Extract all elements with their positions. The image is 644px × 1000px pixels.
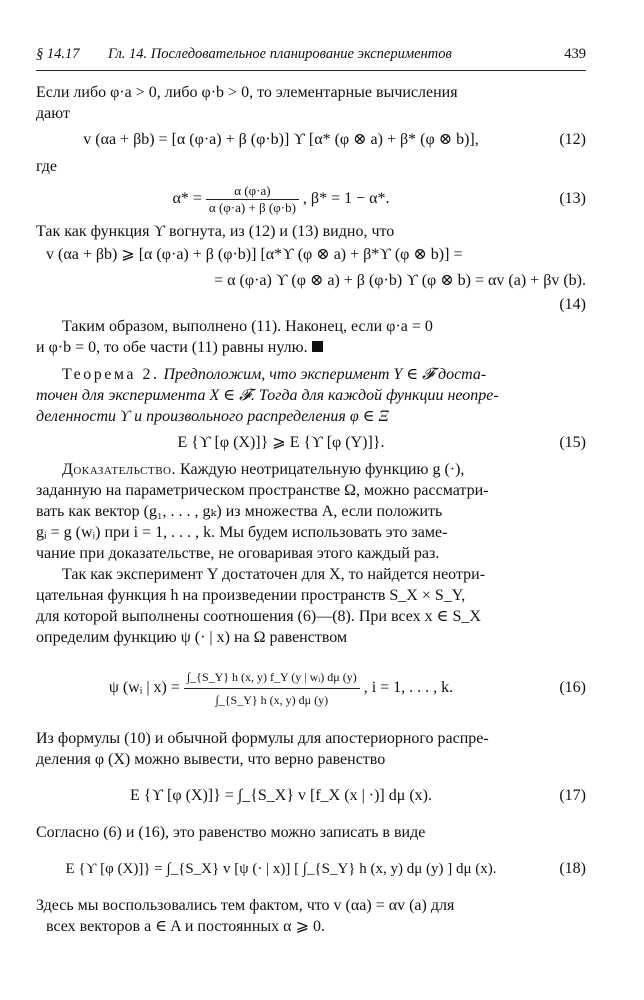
eq13-lhs: α* = xyxy=(172,190,202,207)
text-line: Таким образом, выполнено (11). Наконец, если φ·a = 0 xyxy=(62,318,433,335)
equation-body xyxy=(36,177,526,221)
page-number: 439 xyxy=(564,46,586,62)
equation-body xyxy=(36,648,526,728)
equation-15 xyxy=(36,427,586,459)
text-line: где xyxy=(36,158,58,175)
text-line: для которой выполнены соотношения (6)—(8). При всех x ∈ S_X xyxy=(36,608,481,625)
equation-body: E {ϒ [φ (X)]} = ∫_{S_X} v [f_X (x | ·)] dμ (x). xyxy=(130,787,432,804)
equation-body: v (αa + βb) ⩾ [α (φ·a) + β (φ·b)] [α*ϒ (φ ⊗ a) + β*ϒ (φ ⊗ b)] = xyxy=(46,246,463,263)
text-line: определим функцию ψ (· | x) на Ω равенством xyxy=(36,629,348,646)
text-line: Согласно (6) и (16), это равенство можно записать в виде xyxy=(36,824,426,841)
theorem-line xyxy=(36,364,586,385)
text-line: Если либо φ·a > 0, либо φ·b > 0, то элементарные вычисления xyxy=(36,84,458,101)
end-of-proof-icon xyxy=(312,341,323,352)
eq16-fraction xyxy=(184,666,360,711)
fraction-numerator: α (φ·a) xyxy=(206,183,299,200)
equation-12 xyxy=(36,124,586,156)
theorem-label: Теорема 2. xyxy=(62,366,160,383)
proof-line: gᵢ = g (wᵢ) при i = 1, . . . , k. Мы будем использовать это заме- xyxy=(36,524,448,541)
equation-body: E {ϒ [φ (X)]} ⩾ E {ϒ [φ (Y)]}. xyxy=(177,434,385,451)
eq13-rest: , β* = 1 − α*. xyxy=(302,190,390,207)
equation-17 xyxy=(36,770,586,822)
text-line: деления φ (X) можно вывести, что верно равенство xyxy=(36,751,386,768)
theorem-line: деленности ϒ и произвольного распределения φ ∈ Ξ xyxy=(36,408,389,425)
equation-18 xyxy=(36,843,586,895)
equation-13 xyxy=(36,177,586,221)
equation-body: = α (φ·a) ϒ (φ ⊗ a) + β (φ·b) ϒ (φ ⊗ b) = αv (a) + βv (b). xyxy=(214,272,586,289)
equation-number: (12) xyxy=(559,131,586,148)
theorem-text: Предположим, что эксперимент Y ∈ 𝓕 доста- xyxy=(163,366,487,383)
running-header xyxy=(36,44,586,71)
fraction-numerator: ∫_{S_Y} h (x, y) f_Y (y | wᵢ) dμ (y) xyxy=(184,666,360,689)
equation-body: E {ϒ [φ (X)]} = ∫_{S_X} v [ψ (· | x)] [ ∫_{S_Y} h (x, y) dμ (y) ] dμ (x). xyxy=(65,861,497,877)
equation-number: (18) xyxy=(559,860,586,877)
proof-line: чание при доказательстве, не оговаривая этого каждый раз. xyxy=(36,545,440,562)
text-line: дают xyxy=(36,105,70,122)
text-line: Из формулы (10) и обычной формулы для апостериорного распре- xyxy=(36,730,489,747)
equation-14-line-1 xyxy=(36,242,586,268)
equation-16 xyxy=(36,648,586,728)
fraction-denominator: α (φ·a) + β (φ·b) xyxy=(208,199,296,215)
equation-number: (15) xyxy=(559,434,586,451)
page-content xyxy=(36,82,586,937)
text-line: Так как эксперимент Y достаточен для X, то найдется неотри- xyxy=(62,566,486,583)
equation-14-line-2 xyxy=(36,268,586,294)
proof-line xyxy=(36,459,586,480)
text-line: цательная функция h на произведении пространств S_X × S_Y, xyxy=(36,587,466,604)
equation-number: (17) xyxy=(559,787,586,804)
text-span: и φ·b = 0, то обе части (11) равны нулю. xyxy=(36,339,308,356)
text-line: Здесь мы воспользовались тем фактом, что v (αa) = αv (a) для xyxy=(36,897,455,914)
eq13-fraction xyxy=(206,183,299,216)
theorem-line: точен для эксперимента X ∈ 𝓕. Тогда для каждой функции неопре- xyxy=(36,387,499,404)
equation-body: v (αa + βb) = [α (φ·a) + β (φ·b)] ϒ [α* (φ ⊗ a) + β* (φ ⊗ b)], xyxy=(83,131,479,148)
proof-line: вать как вектор (g₁, . . . , gₖ) из множества A, если положить xyxy=(36,503,443,520)
equation-number: (16) xyxy=(559,679,586,696)
fraction-denominator: ∫_{S_Y} h (x, y) dμ (y) xyxy=(215,692,329,707)
section-number: § 14.17 xyxy=(36,46,80,62)
equation-number: (13) xyxy=(559,190,586,207)
text-line: всех векторов a ∈ A и постоянных α ⩾ 0. xyxy=(46,918,325,935)
proof-label: Доказательство. xyxy=(62,461,176,478)
proof-text: Каждую неотрицательную функцию g (·), xyxy=(180,461,465,478)
text-line: Так как функция ϒ вогнута, из (12) и (13) видно, что xyxy=(36,223,395,240)
eq16-rest: , i = 1, . . . , k. xyxy=(363,679,454,696)
text-line xyxy=(36,337,586,358)
proof-line: заданную на параметрическом пространстве Ω, можно рассматри- xyxy=(36,482,489,499)
equation-number: (14) xyxy=(559,296,586,313)
chapter-title: Гл. 14. Последовательное планирование экспериментов xyxy=(108,46,452,62)
eq16-lhs: ψ (wᵢ | x) = xyxy=(108,679,180,696)
